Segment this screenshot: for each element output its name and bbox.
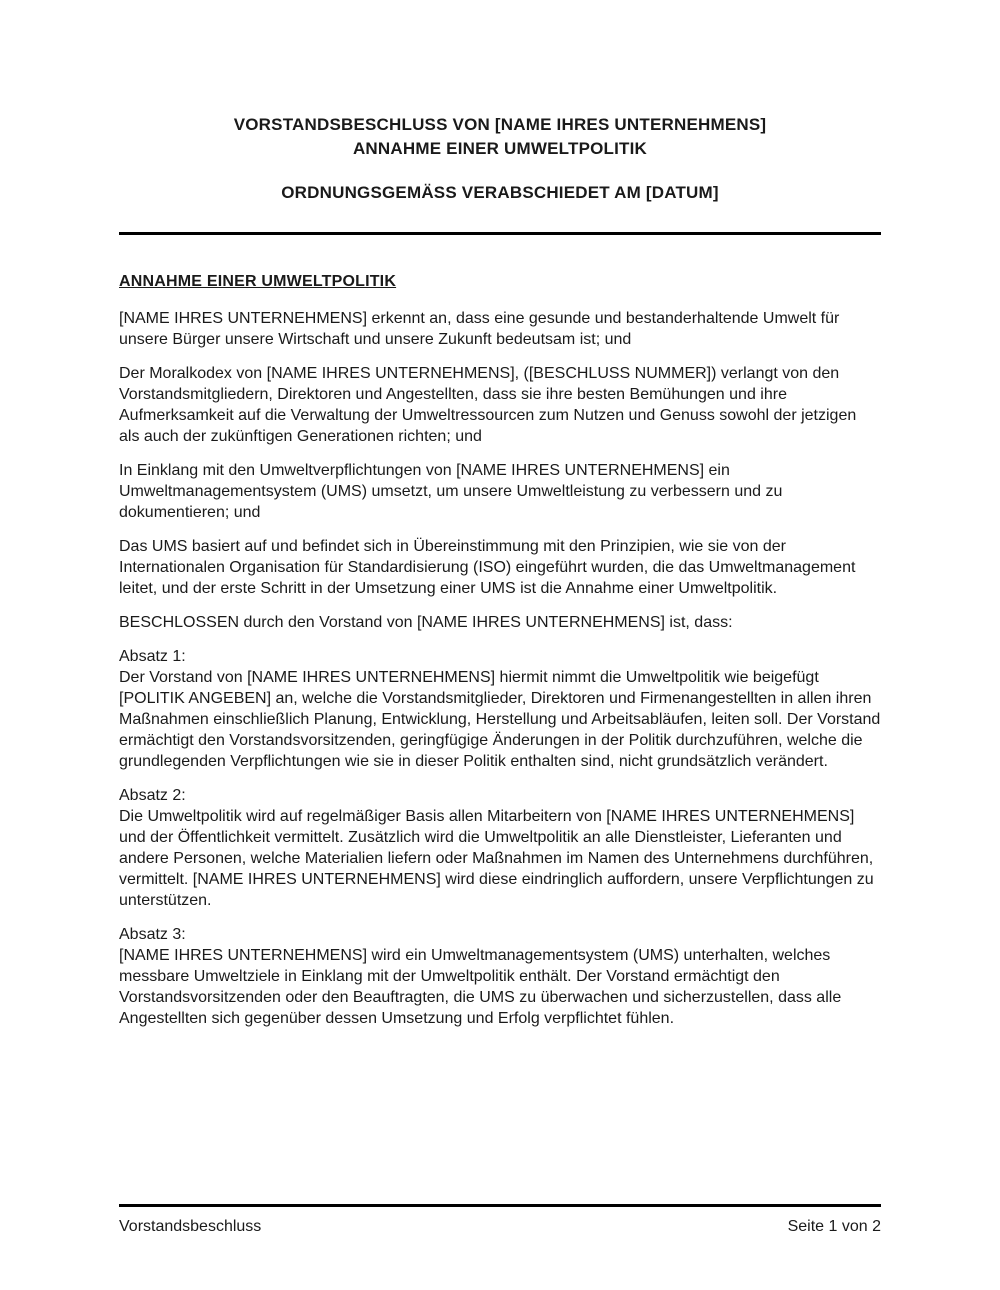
footer-document-name: Vorstandsbeschluss: [119, 1218, 262, 1235]
document-title-block: [119, 113, 881, 205]
paragraph-text: Die Umweltpolitik wird auf regelmäßiger Basis allen Mitarbeitern von [NAME IHRES UNTERNEHMENS] und der Öffentlichkeit vermittelt. Zusätzlich wird die Umweltpolitik an alle Dienstleister, Lieferanten und andere Personen, welche Materialien liefern oder Maßnahmen im Namen des Unternehmens durchführen, vermittelt. [NAME IHRES UNTERNEHMENS] wird diese eindringlich auffordern, unsere Verpflichtungen zu unterstützen.: [119, 808, 874, 909]
page-footer: [119, 1204, 881, 1237]
paragraph-text: Das UMS basiert auf und befindet sich in Übereinstimmung mit den Prinzipien, wie sie von der Internationalen Organisation für Standardisierung (ISO) eingeführt wurden, die das Umweltmanagement leitet, und der erste Schritt in der Umsetzung einer UMS ist die Annahme einer Umweltpolitik.: [119, 538, 856, 597]
paragraph-text: In Einklang mit den Umweltverpflichtungen von [NAME IHRES UNTERNEHMENS] ein Umweltmanagementsystem (UMS) umsetzt, um unsere Umweltleistung zu verbessern und zu dokumentieren; und: [119, 462, 783, 521]
paragraph: [119, 785, 881, 911]
paragraph: [119, 308, 881, 350]
section-heading: ANNAHME EINER UMWELTPOLITIK: [119, 273, 397, 290]
document-adopted-line: ORDNUNGSGEMÄSS VERABSCHIEDET AM [DATUM]: [281, 183, 719, 202]
paragraph-text: BESCHLOSSEN durch den Vorstand von [NAME IHRES UNTERNEHMENS] ist, dass:: [119, 614, 733, 631]
paragraph: [119, 460, 881, 523]
paragraph-label: Absatz 2:: [119, 787, 186, 804]
footer-page-number: Seite 1 von 2: [787, 1218, 881, 1235]
paragraph-label: Absatz 3:: [119, 926, 186, 943]
header-rule: [119, 232, 881, 235]
paragraph: [119, 646, 881, 772]
document-title-line-2: ANNAHME EINER UMWELTPOLITIK: [352, 139, 648, 158]
paragraph: [119, 363, 881, 447]
paragraph-label: Absatz 1:: [119, 648, 186, 665]
document-body: [119, 308, 881, 1029]
paragraph-text: [NAME IHRES UNTERNEHMENS] erkennt an, dass eine gesunde und bestanderhaltende Umwelt für unsere Bürger unsere Wirtschaft und unsere Zukunft bedeutsam ist; und: [119, 310, 840, 348]
paragraph: [119, 924, 881, 1029]
document-title-line-1: VORSTANDSBESCHLUSS VON [NAME IHRES UNTERNEHMENS]: [233, 115, 767, 134]
paragraph-text: Der Moralkodex von [NAME IHRES UNTERNEHMENS], ([BESCHLUSS NUMMER]) verlangt von den Vorstandsmitgliedern, Direktoren und Angestellten, dass sie ihre besten Bemühungen und ihre Aufmerksamkeit auf die Verwaltung der Umweltressourcen zum Nutzen und Genuss sowohl der jetzigen als auch der zukünftigen Generationen richten; und: [119, 365, 857, 445]
paragraph-text: Der Vorstand von [NAME IHRES UNTERNEHMENS] hiermit nimmt die Umweltpolitik wie beigefügt [POLITIK ANGEBEN] an, welche die Vorstandsmitglieder, Direktoren und Firmenangestellten in allen ihren Maßnahmen einschließlich Planung, Entwicklung, Herstellung und Arbeitsabläufen, leiten soll. Der Vorstand ermächtigt den Vorstandsvorsitzenden, geringfügige Änderungen in der Politik durchzuführen, welche die grundlegenden Verpflichtungen wie sie in dieser Politik enthalten sind, nicht grundsätzlich verändert.: [119, 669, 881, 770]
paragraph: [119, 612, 881, 633]
paragraph: [119, 536, 881, 599]
document-content: [0, 113, 1000, 1029]
paragraph-text: [NAME IHRES UNTERNEHMENS] wird ein Umweltmanagementsystem (UMS) unterhalten, welches messbare Umweltziele in Einklang mit der Umweltpolitik enthält. Der Vorstand ermächtigt den Vorstandsvorsitzenden oder den Beauftragten, die UMS zu überwachen und sicherzustellen, dass alle Angestellten sich gegenüber dessen Umsetzung und Erfolg verpflichtet fühlen.: [119, 947, 842, 1027]
